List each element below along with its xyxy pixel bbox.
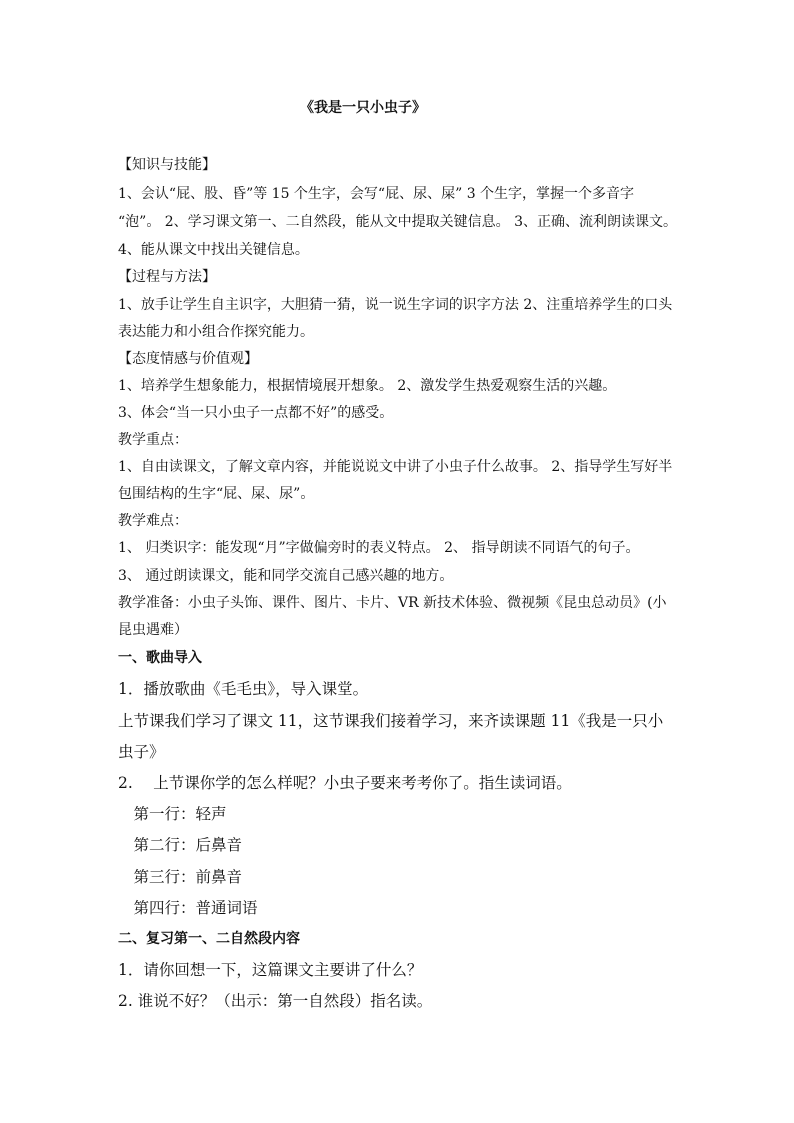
key-points-heading: 教学重点： [118, 432, 188, 448]
section2-line: 1．请你回想一下，这篇课文主要讲了什么？ [118, 961, 423, 979]
process-heading: 【过程与方法】 [118, 269, 216, 285]
section1-heading: 一、歌曲导入 [118, 650, 202, 666]
document-title: 《我是一只小虫子》 [300, 100, 426, 116]
difficulties-line: 3、 通过朗读课文，能和同学交流自己感兴趣的地方。 [118, 568, 454, 584]
preparation-line: 昆虫遇难） [118, 622, 188, 638]
key-points-line: 包围结构的生字“屁、屎、尿”。 [118, 486, 315, 502]
process-line: 表达能力和小组合作探究能力。 [118, 324, 314, 340]
knowledge-heading: 【知识与技能】 [118, 157, 216, 173]
section1-line: 2. 上节课你学的怎么样呢？小虫子要来考考你了。指生读词语。 [118, 774, 572, 792]
word-row-2: 第二行：后鼻音 [118, 836, 243, 854]
knowledge-line: “泡”。 2、学习课文第一、二自然段，能从文中提取关键信息。 3、正确、流利朗读课文。 [118, 214, 678, 230]
section2-line: 2. 谁说不好？（出示：第一自然段）指名读。 [118, 992, 433, 1010]
word-row-1: 第一行：轻声 [118, 805, 227, 823]
difficulties-line: 1、 归类识字：能发现“月”字做偏旁时的表义特点。 2、 指导朗读不同语气的句子。 [118, 540, 640, 556]
knowledge-line: 4、能从课文中找出关键信息。 [118, 242, 309, 258]
word-row-4: 第四行：普通词语 [118, 899, 258, 917]
section1-line: 虫子》 [118, 743, 165, 761]
process-line: 1、放手让学生自主识字，大胆猜一猜，说一说生字词的识字方法 2、注重培养学生的口头 [118, 297, 673, 313]
preparation-line: 教学准备：小虫子头饰、课件、图片、卡片、VR 新技术体验、微视频《昆虫总动员》(小 [118, 595, 667, 611]
section2-heading: 二、复习第一、二自然段内容 [118, 931, 300, 947]
attitude-line: 3、体会“当一只小虫子一点都不好”的感受。 [118, 405, 394, 421]
section1-line: 上节课我们学习了课文 11，这节课我们接着学习，来齐读课题 11《我是一只小 [118, 712, 664, 730]
key-points-line: 1、自由读课文，了解文章内容，并能说说文中讲了小虫子什么故事。 2、指导学生写好半 [118, 459, 673, 475]
difficulties-heading: 教学难点： [118, 513, 188, 529]
word-row-3: 第三行：前鼻音 [118, 868, 243, 886]
knowledge-line: 1、会认“屁、股、昏”等 15 个生字，会写“屁、尿、屎” 3 个生字，掌握一个多音字 [118, 186, 635, 202]
attitude-heading: 【态度情感与价值观】 [118, 351, 258, 367]
attitude-line: 1、培养学生想象能力，根据情境展开想象。 2、激发学生热爱观察生活的兴趣。 [118, 378, 617, 394]
section1-line: 1．播放歌曲《毛毛虫》，导入课堂。 [118, 680, 369, 698]
